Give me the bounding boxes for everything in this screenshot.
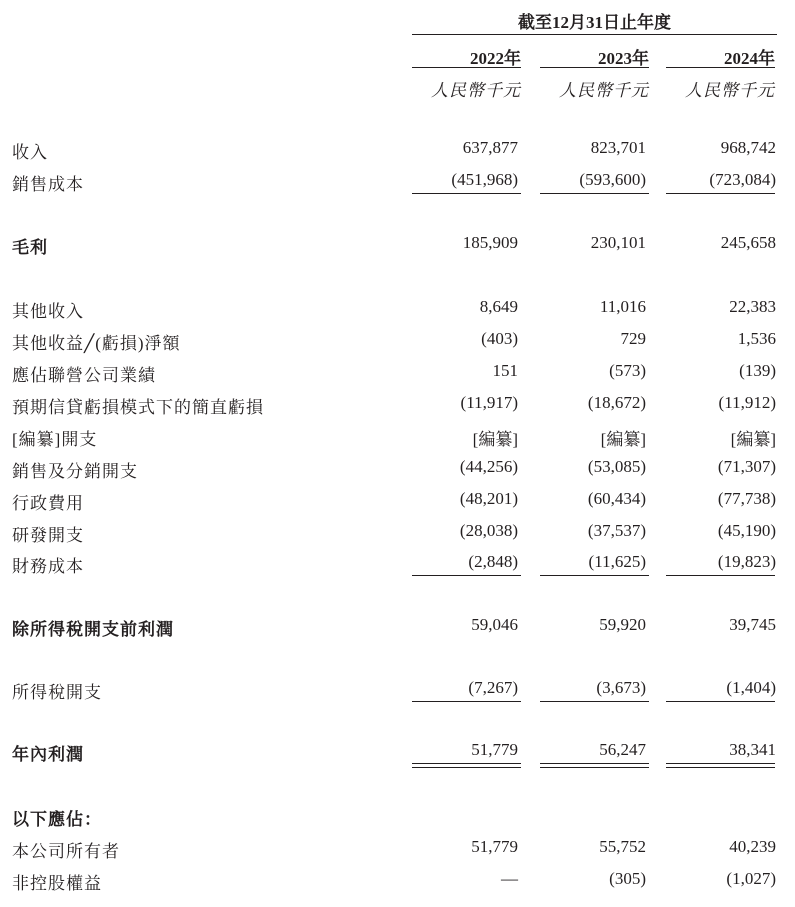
row-label: [編纂]開支	[12, 430, 98, 449]
value-2022: (44,256)	[459, 457, 518, 476]
value-2024: (19,823)	[717, 552, 776, 571]
unit-label-2023: 人民幣千元	[559, 81, 649, 100]
value-2022: (451,968)	[451, 170, 518, 189]
subtotal-rule	[540, 193, 649, 194]
unit-label-2024: 人民幣千元	[685, 81, 775, 100]
value-2023: (60,434)	[587, 489, 646, 508]
value-2023: 823,701	[590, 138, 646, 157]
value-2024: (723,084)	[709, 170, 776, 189]
total-double-rule	[666, 763, 775, 768]
row-label: 年內利潤	[12, 745, 84, 764]
value-2024: [編纂]	[730, 430, 776, 449]
value-2023: (53,085)	[587, 457, 646, 476]
row-label: 銷售及分銷開支	[12, 462, 138, 481]
value-2023: 56,247	[599, 740, 646, 759]
value-2023: 11,016	[599, 297, 646, 316]
row-share-of-associates	[0, 361, 795, 387]
row-label: 財務成本	[12, 557, 84, 576]
period-heading: 截至12月31日止年度	[518, 13, 671, 32]
value-2022: [編纂]	[472, 430, 518, 449]
value-2022: (28,038)	[459, 521, 518, 540]
value-2023: (305)	[609, 869, 646, 888]
value-2023: 55,752	[599, 837, 646, 856]
row-label: 非控股權益	[12, 874, 102, 893]
row-expected-credit-loss	[0, 393, 795, 419]
value-2024: (71,307)	[717, 457, 776, 476]
row-redacted-expenses	[0, 425, 795, 451]
total-double-rule	[412, 763, 521, 768]
value-2024: (11,912)	[718, 393, 776, 412]
value-2023: 59,920	[599, 615, 646, 634]
value-2022: (2,848)	[468, 552, 518, 571]
value-2022: 8,649	[479, 297, 518, 316]
subtotal-rule	[666, 193, 775, 194]
value-2024: 245,658	[720, 233, 776, 252]
year-2024-heading: 2024年	[724, 49, 775, 68]
row-label: 毛利	[12, 238, 48, 257]
subtotal-rule	[540, 701, 649, 702]
year-rule-2023	[540, 67, 649, 68]
year-rule-2024	[666, 67, 775, 68]
subtotal-rule	[540, 575, 649, 576]
row-label: 銷售成本	[12, 175, 84, 194]
value-2024: 968,742	[720, 138, 776, 157]
row-label: 行政費用	[12, 494, 84, 513]
subtotal-rule	[412, 193, 521, 194]
value-2023: (573)	[609, 361, 646, 380]
value-2023: (18,672)	[587, 393, 646, 412]
period-rule	[412, 34, 777, 35]
value-2023: (593,600)	[579, 170, 646, 189]
value-2022: (403)	[481, 329, 518, 348]
value-2023: (3,673)	[596, 678, 646, 697]
value-2022: —	[501, 869, 518, 888]
value-2024: (77,738)	[717, 489, 776, 508]
total-double-rule	[540, 763, 649, 768]
row-label: 以下應佔：	[12, 810, 102, 829]
subtotal-rule	[666, 575, 775, 576]
row-label: 其他收入	[12, 302, 84, 321]
row-label: 本公司所有者	[12, 842, 120, 861]
row-owners-of-company	[0, 837, 795, 863]
year-rule-2022	[412, 67, 521, 68]
value-2022: 185,909	[462, 233, 518, 252]
value-2022: (11,917)	[460, 393, 518, 412]
value-2024: 39,745	[729, 615, 776, 634]
value-2024: (1,404)	[726, 678, 776, 697]
row-gross-profit	[0, 233, 795, 259]
value-2024: (1,027)	[726, 869, 776, 888]
value-2024: 40,239	[729, 837, 776, 856]
row-research-development	[0, 521, 795, 547]
row-profit-before-tax	[0, 615, 795, 641]
row-selling-distribution	[0, 457, 795, 483]
value-2022: 59,046	[471, 615, 518, 634]
value-2024: 38,341	[729, 740, 776, 759]
row-label: 收入	[12, 143, 48, 162]
value-2023: 230,101	[590, 233, 646, 252]
year-2022-heading: 2022年	[470, 49, 521, 68]
row-non-controlling-interests	[0, 869, 795, 895]
row-label: 預期信貸虧損模式下的簡直虧損	[12, 398, 264, 417]
year-2023-heading: 2023年	[598, 49, 649, 68]
value-2023: (37,537)	[587, 521, 646, 540]
row-revenue	[0, 138, 795, 164]
unit-label-2022: 人民幣千元	[431, 81, 521, 100]
value-2024: 1,536	[737, 329, 776, 348]
value-2024: 22,383	[729, 297, 776, 316]
row-label: 應佔聯營公司業績	[12, 366, 156, 385]
row-other-income	[0, 297, 795, 323]
value-2023: (11,625)	[588, 552, 646, 571]
value-2022: (48,201)	[459, 489, 518, 508]
row-label: 其他收益╱(虧損)淨額	[12, 334, 181, 353]
row-label: 除所得稅開支前利潤	[12, 620, 174, 639]
subtotal-rule	[412, 575, 521, 576]
row-attributable-heading	[0, 805, 795, 831]
row-label: 所得稅開支	[12, 683, 102, 702]
value-2023: [編纂]	[600, 430, 646, 449]
subtotal-rule	[412, 701, 521, 702]
value-2024: (139)	[739, 361, 776, 380]
value-2022: (7,267)	[468, 678, 518, 697]
value-2022: 151	[492, 361, 518, 380]
subtotal-rule	[666, 701, 775, 702]
row-label: 研發開支	[12, 526, 84, 545]
value-2022: 51,779	[471, 740, 518, 759]
value-2023: 729	[620, 329, 646, 348]
value-2024: (45,190)	[717, 521, 776, 540]
value-2022: 51,779	[471, 837, 518, 856]
row-other-gains-losses	[0, 329, 795, 355]
row-administrative	[0, 489, 795, 515]
value-2022: 637,877	[462, 138, 518, 157]
